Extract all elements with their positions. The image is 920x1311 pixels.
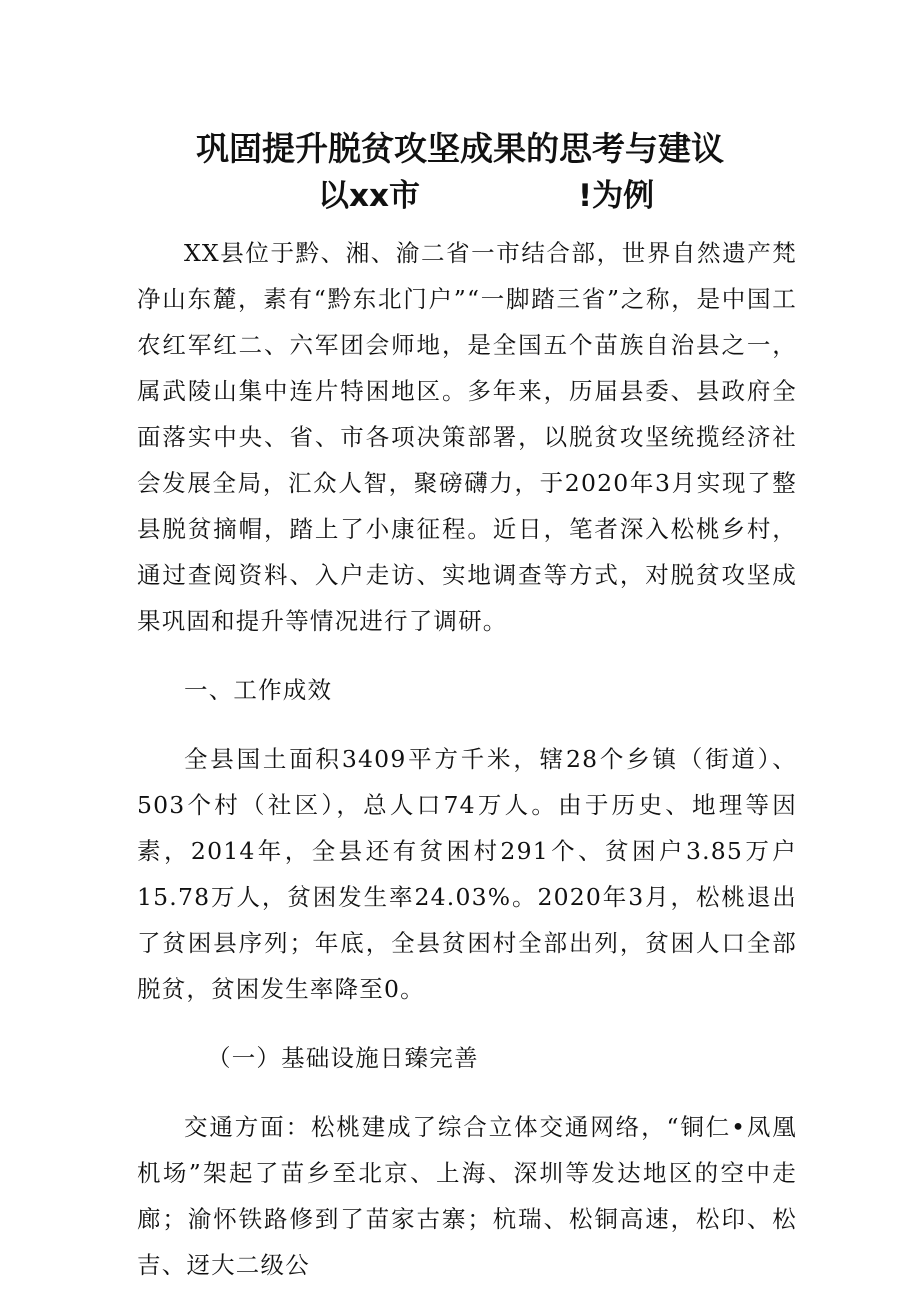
paragraph-transportation: 交通方面：松桃建成了综合立体交通网络，“铜仁•凤凰机场”架起了苗乡至北京、上海、深圳等发达地区的空中走廊；渝怀铁路修到了苗家古寨；杭瑞、松铜高速，松印、松吉、迓大二级公 <box>137 1113 797 1279</box>
document-title: 巩固提升脱贫攻坚成果的思考与建议 <box>196 129 724 168</box>
document-body <box>137 230 797 1311</box>
section-heading-work-results: 一、工作成效 <box>184 676 333 704</box>
document-subtitle-left: 以xx市 <box>318 178 420 214</box>
paragraph-intro: XX县位于黔、湘、渝二省一市结合部，世界自然遗产梵净山东麓，素有“黔东北门户”“一脚踏三省”之称，是中国工农红军红二、六军团会师地，是全国五个苗族自治县之一，属武陵山集中连片特困地区。多年来，历届县委、县政府全面落实中央、省、市各项决策部署，以脱贫攻坚统揽经济社会发展全局，汇众人智，聚磅礴力，于2020年3月实现了整县脱贫摘帽，踏上了小康征程。近日，笔者深入松桃乡村，通过查阅资料、入户走访、实地调查等方式，对脱贫攻坚成果巩固和提升等情况进行了调研。 <box>137 239 797 635</box>
subsection-heading-infrastructure: （一）基础设施日臻完善 <box>207 1044 479 1072</box>
document-subtitle-right: !为例 <box>578 178 655 214</box>
paragraph-county-overview: 全县国土面积3409平方千米，辖28个乡镇（街道）、503个村（社区），总人口74万人。由于历史、地理等因素，2014年，全县还有贫困村291个、贫困户3.85万户15.78万人，贫困发生率24.03%。2020年3月，松桃退出了贫困县序列；年底，全县贫困村全部出列，贫困人口全部脱贫，贫困发生率降至0。 <box>137 745 797 1003</box>
